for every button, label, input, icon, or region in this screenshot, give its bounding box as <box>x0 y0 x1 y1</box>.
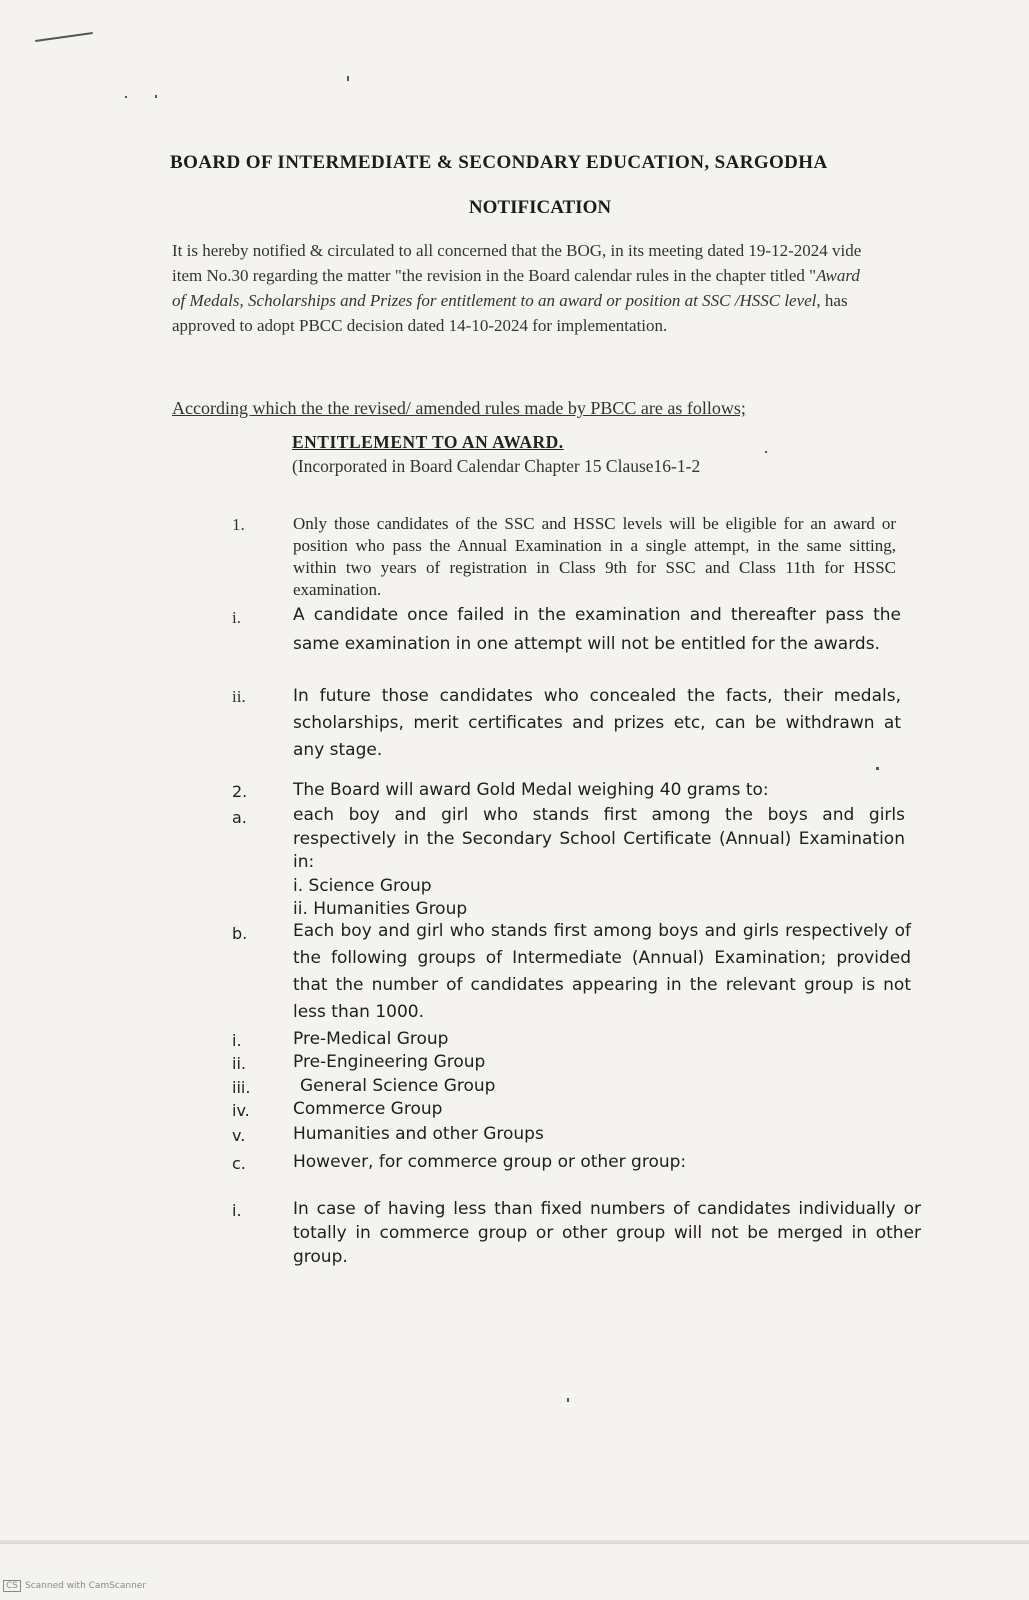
item-number: b. <box>232 924 248 943</box>
item-number: i. <box>232 1201 242 1220</box>
scan-smudge <box>35 32 93 42</box>
item-text: However, for commerce group or other group: <box>293 1152 687 1172</box>
item-number: i. <box>232 608 241 627</box>
entitlement-heading: ENTITLEMENT TO AN AWARD. <box>292 432 564 452</box>
item-number: v. <box>232 1126 246 1145</box>
group-general-science: General Science Group <box>300 1076 496 1096</box>
camscanner-logo: CS <box>3 1580 21 1592</box>
item-number: 1. <box>232 515 245 534</box>
group-pre-medical: Pre-Medical Group <box>293 1029 449 1049</box>
sub-item-science: i. Science Group <box>293 875 432 896</box>
entitlement-subheading: (Incorporated in Board Calendar Chapter 15 Clause16-1-2 <box>292 456 701 476</box>
group-commerce: Commerce Group <box>293 1099 443 1119</box>
intro-italic-title: Award of Medals, Scholarships and Prizes for entitlement to an award or position at SSC /HSSC level <box>172 266 860 310</box>
item-text: Each boy and girl who stands first among boys and girls respectively of the following groups of Intermediate (Annual) Examination; provided that the number of candidates appearing in the relevant group is not less than 1000. <box>293 921 911 1022</box>
item-number: c. <box>232 1154 246 1173</box>
scanner-watermark <box>3 1581 146 1591</box>
scan-dot <box>876 767 879 770</box>
scan-dot <box>125 96 127 98</box>
scan-dot <box>155 95 157 98</box>
page-bottom-edge <box>0 1540 1029 1544</box>
group-humanities-other: Humanities and other Groups <box>293 1124 544 1144</box>
board-header: BOARD OF INTERMEDIATE & SECONDARY EDUCATION, SARGODHA <box>170 152 828 173</box>
item-number: a. <box>232 808 247 827</box>
scan-dot <box>765 451 767 453</box>
item-text-main: each boy and girl who stands first among the boys and girls respectively in the Secondary School Certificate (Annual) Examination in: <box>293 805 905 872</box>
item-text: A candidate once failed in the examination and thereafter pass the same examination in one attempt will not be entitled for the awards. <box>293 605 901 654</box>
item-number: i. <box>232 1031 242 1050</box>
scanner-text: Scanned with CamScanner <box>25 1581 147 1591</box>
intro-paragraph <box>172 238 872 338</box>
item-number: 2. <box>232 782 248 801</box>
item-number: iv. <box>232 1101 250 1120</box>
item-number: ii. <box>232 1054 246 1073</box>
item-text <box>293 804 905 922</box>
scan-dot <box>347 76 349 81</box>
scan-dot <box>567 1398 569 1402</box>
notification-title: NOTIFICATION <box>468 197 612 218</box>
group-pre-engineering: Pre-Engineering Group <box>293 1052 486 1072</box>
sub-item-humanities: ii. Humanities Group <box>293 899 468 919</box>
item-number: iii. <box>232 1078 251 1097</box>
intro-text-end: , has approved to adopt PBCC decision dated 14-10-2024 for implementation. <box>172 291 848 335</box>
intro-text-start: It is hereby notified & circulated to all concerned that the BOG, in its meeting dated 19-12-2024 vide item No.30 regarding the matter "the revision in the Board calendar rules in the chapter titled " <box>172 241 862 285</box>
item-text: In case of having less than fixed numbers of candidates individually or totally in commerce group or other group will not be merged in other group. <box>293 1199 921 1267</box>
item-text: In future those candidates who concealed the facts, their medals, scholarships, merit certificates and prizes etc, can be withdrawn at any stage. <box>293 686 901 760</box>
item-text: The Board will award Gold Medal weighing 40 grams to: <box>293 780 769 800</box>
item-text: Only those candidates of the SSC and HSSC levels will be eligible for an award or position who pass the Annual Examination in a single attempt, in the same sitting, within two years of registration in Class 9th for SSC and Class 11th for HSSC examination. <box>293 514 896 599</box>
according-line: According which the the revised/ amended rules made by PBCC are as follows; <box>172 398 746 418</box>
item-number: ii. <box>232 687 246 706</box>
